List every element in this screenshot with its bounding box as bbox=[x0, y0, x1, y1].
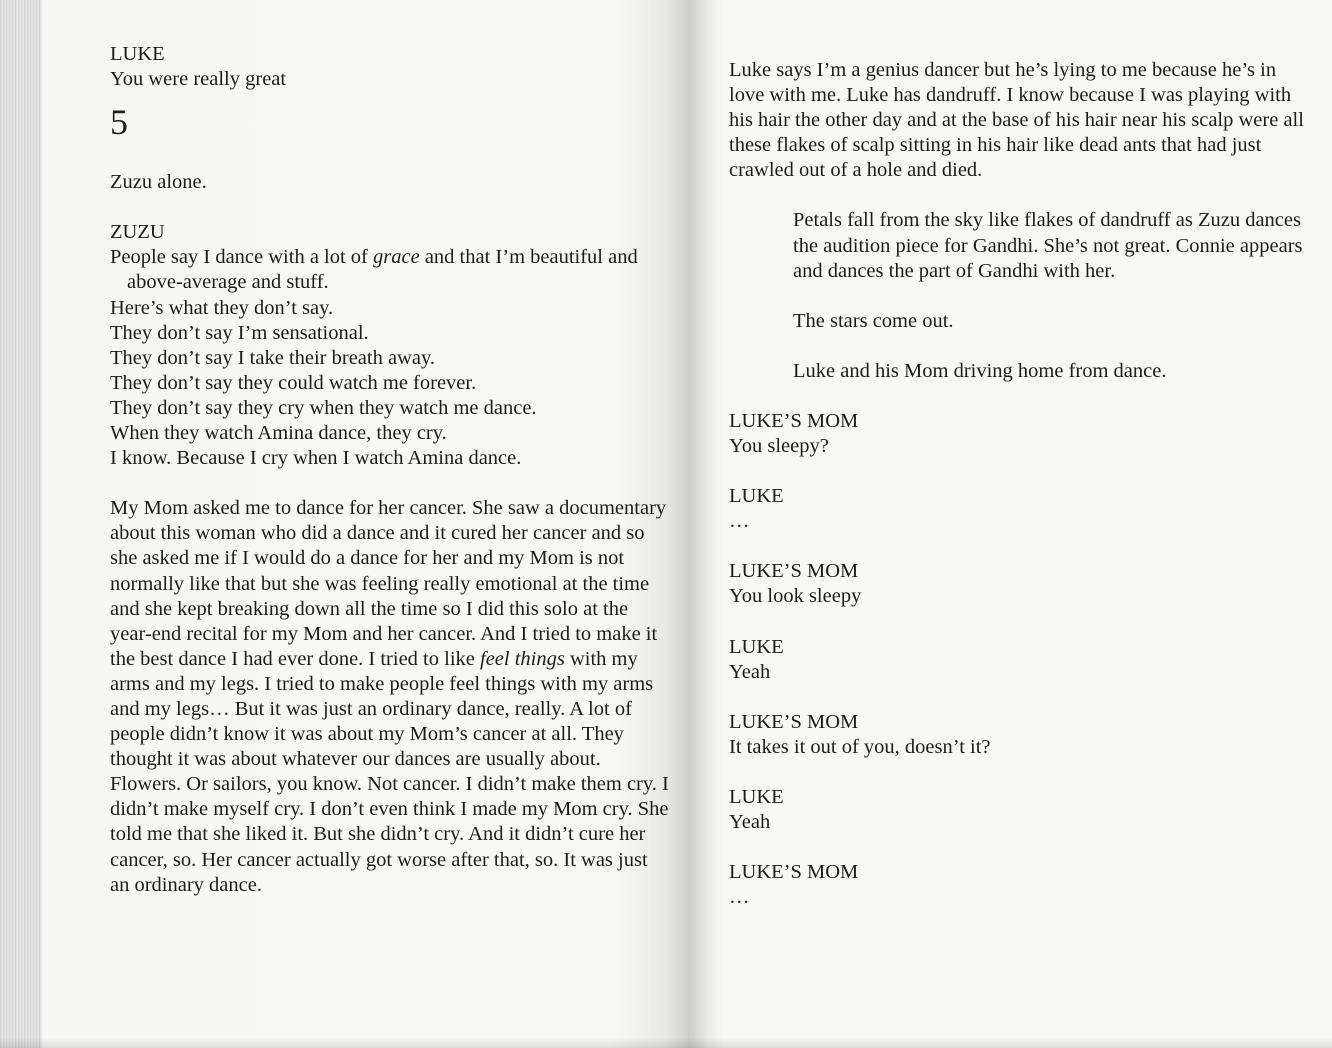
dialogue-line: … bbox=[729, 510, 750, 533]
dialogue-line: You look sleepy bbox=[729, 585, 862, 608]
emphasis-text: feel things bbox=[480, 647, 565, 670]
stage-direction: Petals fall from the sky like flakes of dandruff as Zuzu dances the audition piece for Gandhi. She’s not great. Connie appears and dances the part of Gandhi with her. bbox=[793, 209, 1303, 282]
speaker-name: LUKE’S MOM bbox=[729, 560, 859, 583]
spacer bbox=[729, 284, 1309, 309]
emphasis-text: grace bbox=[373, 246, 420, 269]
monologue-line: I know. Because I cry when I watch Amina dance. bbox=[110, 447, 522, 470]
spacer bbox=[729, 534, 1309, 559]
dialogue-line: Yeah bbox=[729, 660, 771, 683]
spacer bbox=[729, 384, 1309, 409]
stage-direction: Zuzu alone. bbox=[110, 171, 207, 194]
monologue-line bbox=[110, 245, 670, 295]
monologue-line: They don’t say they could watch me forever. bbox=[110, 371, 477, 394]
speaker-name: LUKE bbox=[729, 485, 784, 508]
speaker-name: LUKE’S MOM bbox=[729, 710, 859, 733]
left-page-text bbox=[110, 42, 670, 898]
spacer bbox=[729, 334, 1309, 359]
scene-number: 5 bbox=[110, 102, 128, 143]
speaker-name: LUKE bbox=[729, 635, 784, 658]
spacer bbox=[110, 471, 670, 496]
spacer bbox=[729, 835, 1309, 860]
monologue-line: They don’t say I take their breath away. bbox=[110, 346, 436, 369]
spacer bbox=[729, 760, 1309, 785]
speaker-name: LUKE bbox=[729, 785, 784, 808]
page-edges bbox=[0, 0, 42, 1048]
spacer bbox=[729, 610, 1309, 635]
monologue-text: People say I dance with a lot of bbox=[110, 246, 374, 269]
stage-direction: The stars come out. bbox=[793, 309, 954, 332]
dialogue-line: Yeah bbox=[729, 810, 771, 833]
dialogue-line: It takes it out of you, doesn’t it? bbox=[729, 735, 991, 758]
monologue-line: When they watch Amina dance, they cry. bbox=[110, 422, 447, 445]
dialogue-line: … bbox=[729, 886, 750, 909]
stage-direction: Luke and his Mom driving home from dance. bbox=[793, 359, 1167, 382]
paragraph-text: with my arms and my legs. I tried to make people feel things with my arms and my legs… But it was just an ordinary dance, really. A lot of people didn’t know it was about my Mom’s cancer at all. They thought it was about whatever our dances are usually about. Flowers. Or sailors, you know. Not cancer. I didn’t make them cry. I didn’t make myself cry. I don’t even think I made my Mom cry. She told me that she liked it. But she didn’t cry. And it didn’t cure her cancer, so. Her cancer actually got worse after that, so. It was just an ordinary dance. bbox=[110, 647, 669, 896]
spacer bbox=[729, 459, 1309, 484]
bottom-shadow bbox=[0, 1038, 1332, 1048]
monologue-paragraph: Luke says I’m a genius dancer but he’s lying to me because he’s in love with me. Luke has dandruff. I know because I was playing with his hair the other day and at the base of his hair near his scalp were all these flakes of scalp sitting in his hair like dead ants that had just crawled out of a hole and died. bbox=[729, 59, 1304, 182]
monologue-line: Here’s what they don’t say. bbox=[110, 296, 334, 319]
paragraph-text: My Mom asked me to dance for her cancer. She saw a documentary about this woman who did a dance and it cured her cancer and so she asked me if I would do a dance for her and my Mom is not normally like that but she was feeling really emotional at the time and she kept breaking down all the time so I did this solo at the year-end recital for my Mom and her cancer. And I tried to make it the best dance I had ever done. I tried to like bbox=[110, 497, 667, 670]
right-page-text bbox=[729, 58, 1309, 910]
speaker-name: ZUZU bbox=[110, 221, 165, 244]
monologue-line: They don’t say they cry when they watch me dance. bbox=[110, 396, 537, 419]
speaker-name: LUKE’S MOM bbox=[729, 409, 859, 432]
monologue-paragraph bbox=[110, 496, 670, 898]
monologue-text: and that I’m beautiful and above-average and stuff. bbox=[127, 246, 638, 294]
dialogue-line: You were really great bbox=[110, 68, 287, 91]
monologue-line: They don’t say I’m sensational. bbox=[110, 321, 369, 344]
spacer bbox=[110, 195, 670, 220]
dialogue-line: You sleepy? bbox=[729, 435, 829, 458]
speaker-name: LUKE’S MOM bbox=[729, 861, 859, 884]
spacer bbox=[729, 685, 1309, 710]
speaker-name: LUKE bbox=[110, 43, 165, 65]
book-gutter bbox=[688, 0, 724, 1048]
spacer bbox=[729, 183, 1309, 208]
